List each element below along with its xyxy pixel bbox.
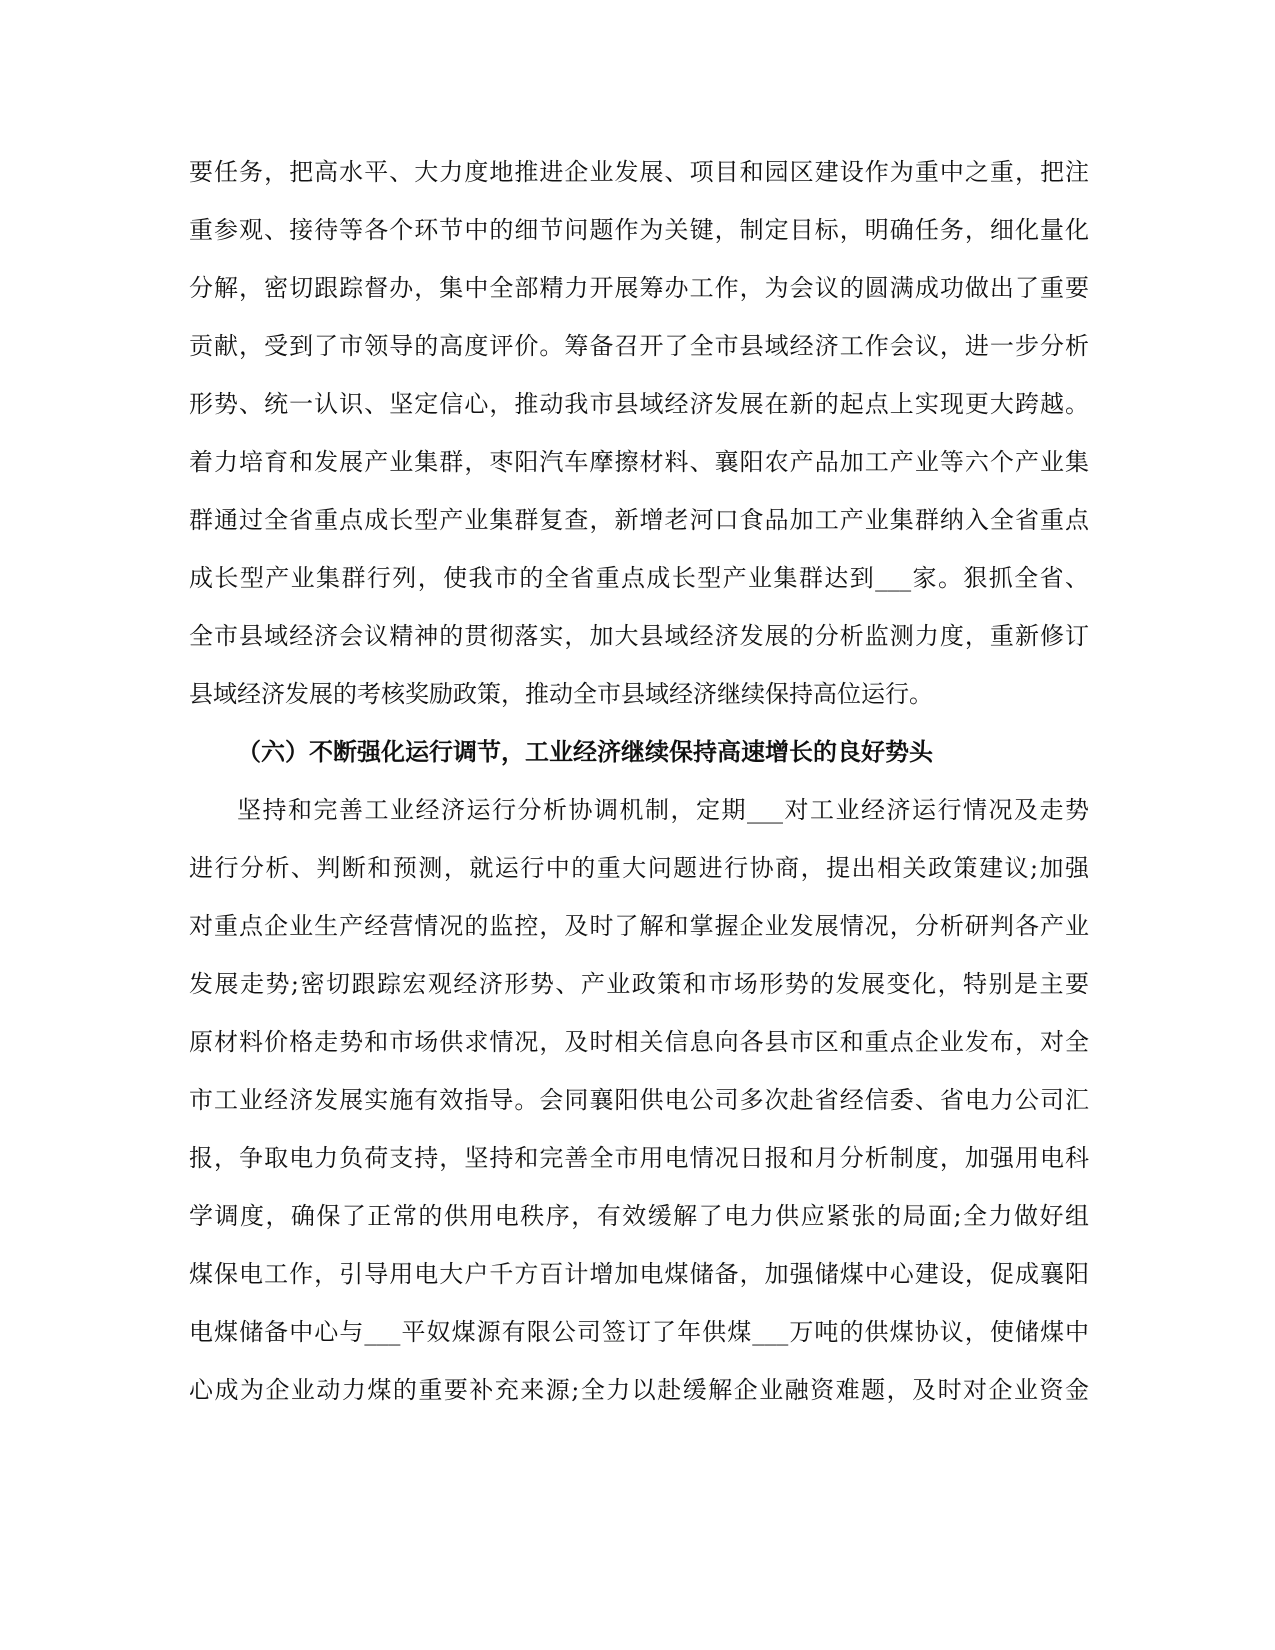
text-line: 形势、统一认识、坚定信心，推动我市县域经济发展在新的起点上实现更大跨越。 (189, 390, 1089, 418)
text-line: 煤保电工作，引导用电大户千方百计增加电煤储备，加强储煤中心建设，促成襄阳 (189, 1260, 1089, 1288)
section-heading: （六）不断强化运行调节，工业经济继续保持高速增长的良好势头 (237, 738, 933, 766)
text-line: 心成为企业动力煤的重要补充来源;全力以赴缓解企业融资难题，及时对企业资金 (189, 1376, 1089, 1404)
text-line: 要任务，把高水平、大力度地推进企业发展、项目和园区建设作为重中之重，把注 (189, 158, 1089, 186)
text-line: 发展走势;密切跟踪宏观经济形势、产业政策和市场形势的发展变化，特别是主要 (189, 970, 1089, 998)
text-line: 县域经济发展的考核奖励政策，推动全市县域经济继续保持高位运行。 (189, 680, 933, 708)
text-line: 报，争取电力负荷支持，坚持和完善全市用电情况日报和月分析制度，加强用电科 (189, 1144, 1089, 1172)
text-line: 分解，密切跟踪督办，集中全部精力开展筹办工作，为会议的圆满成功做出了重要 (189, 274, 1089, 302)
text-line: 群通过全省重点成长型产业集群复查，新增老河口食品加工产业集群纳入全省重点 (189, 506, 1089, 534)
document-body (189, 143, 1089, 1419)
text-line: 进行分析、判断和预测，就运行中的重大问题进行协商，提出相关政策建议;加强 (189, 854, 1089, 882)
text-line: 着力培育和发展产业集群，枣阳汽车摩擦材料、襄阳农产品加工产业等六个产业集 (189, 448, 1089, 476)
text-line: 原材料价格走势和市场供求情况，及时相关信息向各县市区和重点企业发布，对全 (189, 1028, 1089, 1056)
text-line: 学调度，确保了正常的供用电秩序，有效缓解了电力供应紧张的局面;全力做好组 (189, 1202, 1089, 1230)
text-line: 贡献，受到了市领导的高度评价。筹备召开了全市县域经济工作会议，进一步分析 (189, 332, 1089, 360)
text-line: 重参观、接待等各个环节中的细节问题作为关键，制定目标，明确任务，细化量化 (189, 216, 1089, 244)
paragraph-1 (189, 143, 1089, 723)
text-line: 电煤储备中心与___平奴煤源有限公司签订了年供煤___万吨的供煤协议，使储煤中 (189, 1318, 1089, 1346)
text-line: 成长型产业集群行列，使我市的全省重点成长型产业集群达到___家。狠抓全省、 (189, 564, 1089, 592)
text-line: 坚持和完善工业经济运行分析协调机制，定期___对工业经济运行情况及走势 (237, 796, 1089, 824)
text-line: 市工业经济发展实施有效指导。会同襄阳供电公司多次赴省经信委、省电力公司汇 (189, 1086, 1089, 1114)
text-line: 对重点企业生产经营情况的监控，及时了解和掌握企业发展情况，分析研判各产业 (189, 912, 1089, 940)
text-line: 全市县域经济会议精神的贯彻落实，加大县域经济发展的分析监测力度，重新修订 (189, 622, 1089, 650)
paragraph-2 (189, 781, 1089, 1419)
